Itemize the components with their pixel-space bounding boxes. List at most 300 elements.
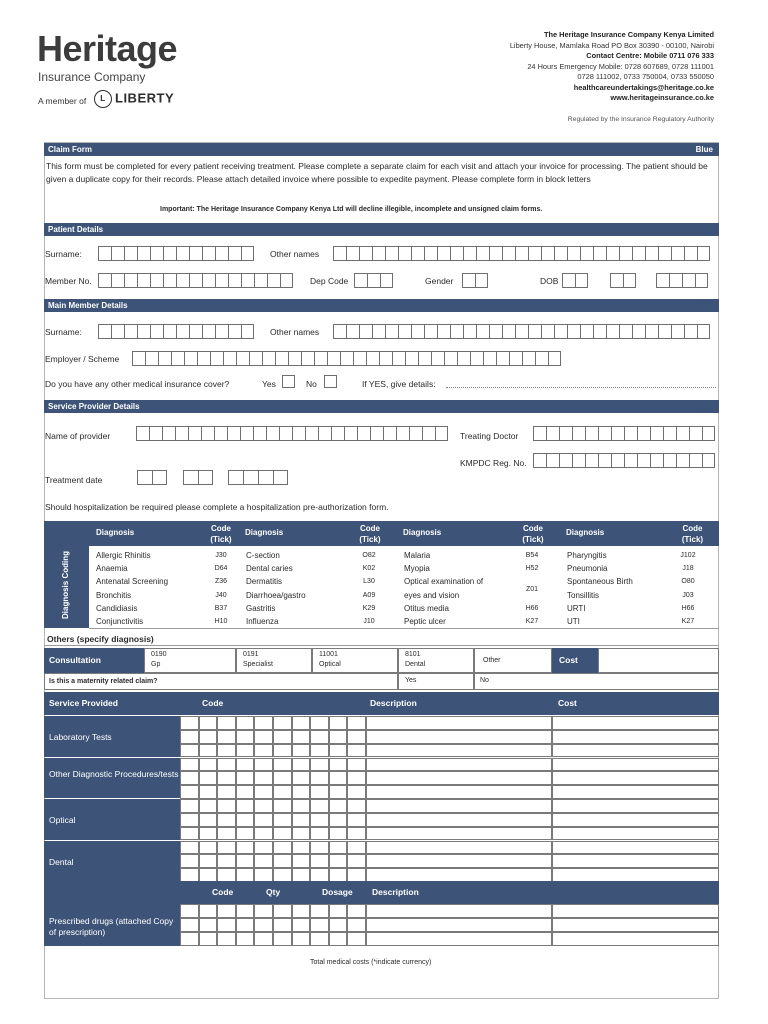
diagnosis-name: Myopia [404,564,430,574]
consult-cost-field[interactable] [598,648,719,673]
service-code-cell[interactable] [217,716,236,730]
liberty-logo [94,90,174,108]
drug-entry-cell[interactable] [329,932,348,946]
service-code-cell[interactable] [199,799,218,813]
dob-day-field[interactable] [562,273,588,288]
service-code-cell[interactable] [236,841,255,855]
service-code-cell[interactable] [310,841,329,855]
drug-entry-cell[interactable] [199,932,218,946]
diagnosis-code-tick[interactable]: H52 [525,565,539,573]
service-code-cell[interactable] [217,785,236,799]
service-code-cell[interactable] [310,771,329,785]
service-code-cell[interactable] [199,868,218,882]
service-code-cell[interactable] [236,716,255,730]
drug-entry-cell[interactable] [254,904,273,918]
drug-entry-cell[interactable] [236,932,255,946]
service-description-cell[interactable] [366,813,552,827]
diagnosis-code-tick[interactable]: J40 [215,591,227,599]
service-code-cell[interactable] [199,841,218,855]
drug-entry-cell[interactable] [292,918,311,932]
maternity-question: Is this a maternity related claim? [49,678,158,685]
service-code-cell[interactable] [217,813,236,827]
diagnosis-name: Tonsillitis [567,590,600,600]
service-cost-cell[interactable] [552,744,719,758]
service-code-cell[interactable] [254,868,273,882]
dx-head-3 [391,521,512,546]
service-code-cell[interactable] [347,827,366,841]
optical-code: 11001 [319,651,338,658]
service-code-cell[interactable] [347,799,366,813]
diagnosis-code-tick[interactable]: J10 [363,618,375,625]
service-cost-cell[interactable] [552,854,719,868]
service-description-cell[interactable] [366,827,552,841]
service-code-cell[interactable] [310,854,329,868]
diagnosis-code-tick[interactable]: J03 [682,591,694,599]
drugs-dosage-label: Dosage [322,887,353,897]
service-code-cell[interactable] [273,799,292,813]
service-code-cell[interactable] [273,785,292,799]
service-code-cell[interactable] [236,771,255,785]
prescribed-drugs-label: Prescribed drugs (attached Copy of prescription) [44,904,180,946]
patient-surname-field[interactable] [98,246,254,261]
service-code-cell[interactable] [236,758,255,772]
service-cost-cell[interactable] [552,758,719,772]
service-code-cell[interactable] [347,868,366,882]
service-code-cell[interactable] [254,799,273,813]
service-code-cell[interactable] [199,785,218,799]
other-cover-no-checkbox[interactable] [324,375,337,388]
maternity-yes-cell[interactable] [398,673,474,690]
drug-entry-cell[interactable] [292,904,311,918]
service-code-cell[interactable] [273,813,292,827]
service-code-cell[interactable] [180,841,199,855]
provider-name-field[interactable] [136,426,448,441]
service-code-cell[interactable] [217,771,236,785]
services-header [44,692,719,715]
drugs-header [44,881,719,904]
service-code-cell[interactable] [199,744,218,758]
dob-month-field[interactable] [610,273,636,288]
service-code-cell[interactable] [310,827,329,841]
service-cost-cell[interactable] [552,868,719,882]
member-of-label: A member of [38,96,87,106]
service-code-cell[interactable] [180,827,199,841]
service-code-cell[interactable] [292,868,311,882]
service-code-cell[interactable] [199,854,218,868]
service-code-cell[interactable] [329,785,348,799]
service-code-cell[interactable] [180,868,199,882]
gender-field[interactable] [462,273,488,288]
service-code-cell[interactable] [236,868,255,882]
drug-entry-cell[interactable] [310,932,329,946]
diagnosis-name: Antenatal Screening [96,577,169,587]
service-code-cell[interactable] [292,827,311,841]
service-description-cell[interactable] [366,771,552,785]
maternity-no-cell[interactable] [474,673,719,690]
service-code-cell[interactable] [273,854,292,868]
service-code-cell[interactable] [236,799,255,813]
emergency-line-2: 0728 111002, 0733 750004, 0733 550050 [577,72,714,81]
diagnosis-name: URTI [567,603,586,613]
service-code-cell[interactable] [236,813,255,827]
service-code-cell[interactable] [292,813,311,827]
liberty-ring-icon: L [94,90,112,108]
dob-year-field[interactable] [656,273,708,288]
drug-cost-cell[interactable] [552,918,719,932]
treatment-date-day[interactable] [137,470,167,485]
service-code-cell[interactable] [329,716,348,730]
claim-form-title: Claim Form [48,145,93,154]
service-code-cell[interactable] [254,785,273,799]
brand-logo: Heritage [37,28,178,69]
company-address: Liberty House, Mamlaka Road PO Box 30390 - 00100, Nairobi [509,40,714,50]
drug-entry-cell[interactable] [273,932,292,946]
drug-description-cell[interactable] [366,918,552,932]
parent-name: LIBERTY [115,90,175,106]
consult-gp-cell[interactable] [144,648,236,673]
contact-centre: Contact Centre: Mobile 0711 076 333 [586,51,714,60]
service-code-cell[interactable] [273,744,292,758]
code-head-3 [512,521,554,546]
service-code-cell[interactable] [236,730,255,744]
service-code-cell[interactable] [329,758,348,772]
service-code-cell[interactable] [329,771,348,785]
service-code-cell[interactable] [310,799,329,813]
diagnosis-code-tick[interactable]: J102 [680,552,696,559]
service-code-cell[interactable] [236,854,255,868]
dx-head-2-label: Diagnosis [245,528,284,537]
drug-description-cell[interactable] [366,932,552,946]
diagnosis-name: C-section [246,551,280,560]
service-code-cell[interactable] [347,813,366,827]
service-code-cell[interactable] [180,758,199,772]
diagnosis-name: Pharyngitis [567,551,607,560]
service-code-cell[interactable] [199,771,218,785]
patient-othernames-label: Other names [270,249,320,259]
service-cost-cell[interactable] [552,716,719,730]
others-divider [44,645,719,646]
drug-entry-cell[interactable] [347,904,366,918]
consult-cost-label: Cost [552,648,598,673]
kmpdc-field[interactable] [533,453,715,468]
optical-label: Optical [319,661,341,668]
diagnosis-code-tick[interactable]: B54 [525,552,539,559]
service-code-cell[interactable] [254,744,273,758]
service-code-cell[interactable] [273,730,292,744]
service-description-cell[interactable] [366,744,552,758]
drug-entry-cell[interactable] [273,904,292,918]
service-code-cell[interactable] [329,799,348,813]
service-code-cell[interactable] [292,730,311,744]
drugs-description-label: Description [372,887,419,897]
diagnosis-code-tick[interactable]: D64 [214,565,228,573]
service-code-cell[interactable] [180,716,199,730]
service-cost-cell[interactable] [552,799,719,813]
service-code-cell[interactable] [292,799,311,813]
drug-cost-cell[interactable] [552,904,719,918]
contact-email: healthcareundertakings@heritage.co.ke [573,82,714,92]
service-row-label: Optical [44,799,180,840]
drug-entry-cell[interactable] [347,932,366,946]
service-code-cell[interactable] [329,744,348,758]
diagnosis-code-tick[interactable]: H66 [681,604,695,612]
diagnosis-code-tick[interactable]: O80 [681,578,695,586]
diagnosis-code-tick[interactable]: K27 [681,618,695,625]
drugs-qty-label: Qty [266,887,281,897]
service-code-cell[interactable] [199,730,218,744]
service-code-cell[interactable] [347,854,366,868]
diagnosis-code-tick[interactable]: K27 [525,618,539,625]
service-row-label: Other Diagnostic Procedures/tests [44,758,180,799]
service-code-cell[interactable] [254,827,273,841]
drug-entry-cell[interactable] [236,918,255,932]
diagnosis-name: Otitus media [404,603,449,613]
patient-details-bar: Patient Details [44,223,719,236]
drug-entry-cell[interactable] [254,932,273,946]
service-code-cell[interactable] [254,758,273,772]
diagnosis-code-tick[interactable]: L30 [363,578,375,586]
drugs-code-label: Code [212,887,234,897]
employer-field[interactable] [132,351,561,366]
service-code-cell[interactable] [254,730,273,744]
service-code-cell[interactable] [292,785,311,799]
drug-entry-cell[interactable] [236,904,255,918]
service-code-cell[interactable] [217,854,236,868]
service-description-cell[interactable] [366,758,552,772]
service-cost-cell[interactable] [552,841,719,855]
dx-head-3-label: Diagnosis [403,528,442,537]
code-head-2 [349,521,391,546]
diagnosis-code-tick[interactable]: O82 [362,552,376,559]
service-code-cell[interactable] [310,785,329,799]
service-code-cell[interactable] [310,813,329,827]
diagnosis-code-tick[interactable]: H10 [214,618,228,625]
drug-entry-cell[interactable] [180,932,199,946]
service-code-cell[interactable] [180,854,199,868]
diagnosis-code-tick[interactable]: H66 [525,604,539,612]
service-description-cell[interactable] [366,799,552,813]
drug-entry-cell[interactable] [199,904,218,918]
service-code-cell[interactable] [236,744,255,758]
drug-entry-cell[interactable] [310,904,329,918]
drug-entry-cell[interactable] [329,918,348,932]
service-code-cell[interactable] [254,771,273,785]
service-code-cell[interactable] [180,785,199,799]
service-code-cell[interactable] [254,813,273,827]
consult-other-cell[interactable] [474,648,552,673]
service-code-cell[interactable] [347,841,366,855]
diagnosis-name: Gastritis [246,603,276,613]
service-code-cell[interactable] [180,730,199,744]
diagnosis-name: Anaemia [96,564,128,574]
service-description-cell[interactable] [366,785,552,799]
diagnosis-name: Optical examination of [404,577,484,587]
service-code-cell[interactable] [292,758,311,772]
service-code-cell[interactable] [347,758,366,772]
service-description-cell[interactable] [366,841,552,855]
service-code-cell[interactable] [199,716,218,730]
drug-entry-cell[interactable] [254,918,273,932]
diagnosis-name: Pneumonia [567,564,608,574]
if-yes-label: If YES, give details: [362,379,436,389]
treatment-date-label: Treatment date [45,475,103,485]
mm-surname-label: Surname: [45,327,82,337]
code-head-2-label: Code [360,524,380,533]
service-code-cell[interactable] [292,744,311,758]
drug-entry-cell[interactable] [180,918,199,932]
drug-entry-cell[interactable] [217,904,236,918]
service-code-cell[interactable] [254,854,273,868]
service-code-cell[interactable] [292,841,311,855]
other-cover-yes-label: Yes [262,379,276,389]
service-code-cell[interactable] [217,841,236,855]
diagnosis-code-tick[interactable]: Z36 [214,578,228,586]
service-code-cell[interactable] [180,813,199,827]
service-cost-cell[interactable] [552,771,719,785]
other-cover-question: Do you have any other medical insurance cover? [45,379,230,389]
service-code-cell[interactable] [217,730,236,744]
service-code-cell[interactable] [217,744,236,758]
service-code-cell[interactable] [310,744,329,758]
drug-entry-cell[interactable] [217,918,236,932]
mm-othernames-field[interactable] [333,324,710,339]
service-code-cell[interactable] [310,868,329,882]
dep-code-field[interactable] [354,273,393,288]
other-cover-yes-checkbox[interactable] [282,375,295,388]
diagnosis-code-tick[interactable]: J18 [682,565,694,573]
diagnosis-code-tick[interactable]: K29 [362,604,376,612]
tick-head-1-label: (Tick) [210,535,232,544]
diagnosis-name: Dental caries [246,564,293,574]
service-code-cell[interactable] [199,813,218,827]
drug-cost-cell[interactable] [552,932,719,946]
service-code-cell[interactable] [180,799,199,813]
service-code-cell[interactable] [273,868,292,882]
maternity-no-label: No [480,677,489,684]
drug-entry-cell[interactable] [273,918,292,932]
drug-entry-cell[interactable] [199,918,218,932]
service-code-cell[interactable] [273,716,292,730]
drug-entry-cell[interactable] [217,932,236,946]
service-code-cell[interactable] [273,771,292,785]
service-code-cell[interactable] [254,841,273,855]
service-code-cell[interactable] [273,841,292,855]
consult-dental-cell[interactable] [398,648,474,673]
maternity-yes-label: Yes [405,677,417,684]
service-code-cell[interactable] [292,854,311,868]
consult-optical-cell[interactable] [312,648,398,673]
dx-head-1 [89,521,201,546]
drug-description-cell[interactable] [366,904,552,918]
gender-label: Gender [425,276,454,286]
service-code-cell[interactable] [273,827,292,841]
service-code-cell[interactable] [347,785,366,799]
service-code-cell[interactable] [329,827,348,841]
drug-entry-cell[interactable] [292,932,311,946]
company-contact-block [510,30,714,104]
service-code-cell[interactable] [199,827,218,841]
diagnosis-code-tick[interactable]: J30 [215,552,227,559]
service-code-cell[interactable] [180,744,199,758]
service-code-cell[interactable] [310,730,329,744]
service-cost-cell[interactable] [552,827,719,841]
service-code-cell[interactable] [236,785,255,799]
service-code-cell[interactable] [329,730,348,744]
service-code-cell[interactable] [329,854,348,868]
drug-entry-cell[interactable] [347,918,366,932]
service-description-cell[interactable] [366,854,552,868]
consult-specialist-cell[interactable] [236,648,312,673]
service-code-cell[interactable] [329,841,348,855]
service-code-cell[interactable] [199,758,218,772]
service-code-cell[interactable] [217,827,236,841]
service-code-cell[interactable] [329,813,348,827]
mm-surname-field[interactable] [98,324,254,339]
service-cost-cell[interactable] [552,785,719,799]
if-yes-details-field[interactable] [446,387,716,388]
service-code-cell[interactable] [273,758,292,772]
total-costs-label: Total medical costs (*indicate currency) [310,959,432,966]
service-code-cell[interactable] [180,771,199,785]
service-code-cell[interactable] [292,716,311,730]
service-code-cell[interactable] [217,868,236,882]
service-row-label: Dental [44,841,180,882]
service-code-cell[interactable] [217,758,236,772]
diagnosis-name: Diarrhoea/gastro [246,590,306,600]
member-no-label: Member No. [45,276,92,286]
drug-entry-cell[interactable] [329,904,348,918]
treatment-date-year[interactable] [228,470,288,485]
service-description-cell[interactable] [366,868,552,882]
service-description-cell[interactable] [366,716,552,730]
dx-head-4 [554,521,666,546]
service-cost-cell[interactable] [552,730,719,744]
service-code-cell[interactable] [217,799,236,813]
form-colour-label: Blue [695,145,713,154]
treatment-date-month[interactable] [183,470,213,485]
service-code-cell[interactable] [310,716,329,730]
diagnosis-coding-sidebar [44,521,89,628]
tick-head-2-label: (Tick) [359,535,381,544]
diagnosis-code-tick[interactable]: B37 [214,604,228,612]
service-code-cell[interactable] [236,827,255,841]
service-cost-cell[interactable] [552,813,719,827]
main-member-bar: Main Member Details [44,299,719,312]
drug-entry-cell[interactable] [310,918,329,932]
service-code-cell[interactable] [292,771,311,785]
diagnosis-code-tick[interactable]: A09 [362,591,376,599]
gp-code: 0190 [151,651,167,658]
diagnosis-name: Peptic ulcer [404,617,446,626]
drug-entry-cell[interactable] [180,904,199,918]
service-code-cell[interactable] [347,730,366,744]
provider-name-label: Name of provider [45,431,111,441]
member-no-field[interactable] [98,273,293,288]
service-code-cell[interactable] [254,716,273,730]
diagnosis-code-tick[interactable]: Z01 [525,585,539,593]
service-code-cell[interactable] [329,868,348,882]
treating-doctor-field[interactable] [533,426,715,441]
diagnosis-name: Candidiasis [96,603,138,613]
diagnosis-code-tick[interactable]: K02 [362,565,376,573]
patient-othernames-field[interactable] [333,246,710,261]
service-code-cell[interactable] [347,744,366,758]
service-code-cell[interactable] [347,716,366,730]
service-code-cell[interactable] [310,758,329,772]
maternity-question-cell [44,673,398,690]
service-code-cell[interactable] [347,771,366,785]
service-description-cell[interactable] [366,730,552,744]
